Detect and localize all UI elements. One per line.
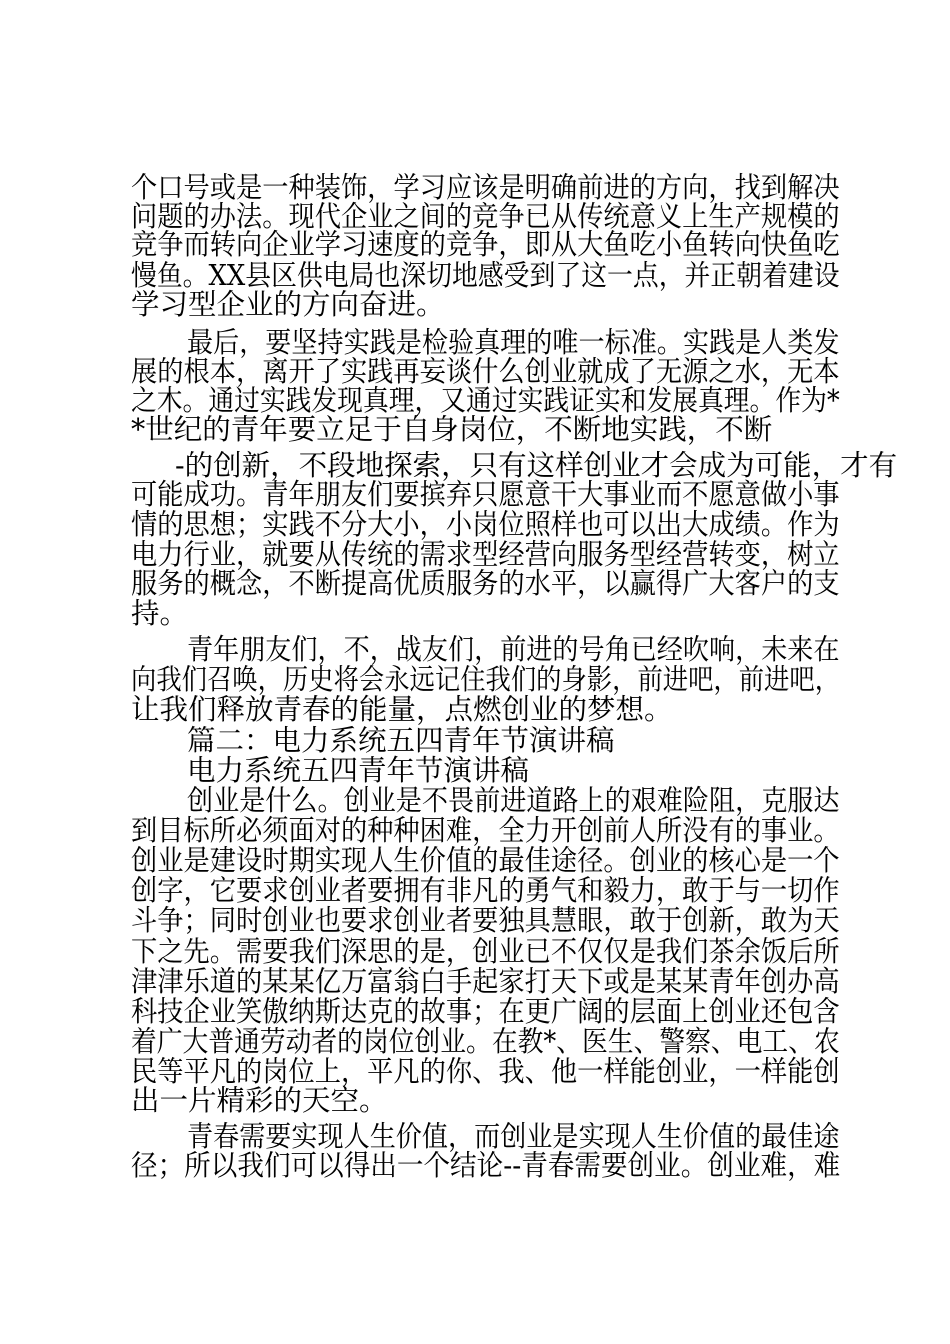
text-line: 向我们召唤，历史将会永远记住我们的身影，前进吧，前进吧，: [131, 663, 841, 696]
text-line: 青年朋友们，不，战友们，前进的号角已经吹响，未来在: [187, 633, 840, 666]
text-line: 斗争；同时创业也要求创业者要独具慧眼，敢于创新，敢为天: [131, 904, 840, 937]
text-line: 竞争而转向企业学习速度的竞争，即从大鱼吃小鱼转向快鱼吃: [131, 228, 840, 261]
text-line: 着广大普通劳动者的岗位创业。在教*、医生、警察、电工、农: [131, 1025, 840, 1058]
text-line: 科技企业笑傲纳斯达克的故事；在更广阔的层面上创业还包含: [131, 995, 840, 1028]
text-line: 情的思想；实践不分大小，小岗位照样也可以出大成绩。作为: [131, 508, 840, 541]
text-line: *世纪的青年要立足于自身岗位，不断地实践，不断: [131, 413, 773, 446]
section-heading: 篇二：电力系统五四青年节演讲稿: [187, 724, 615, 757]
speech-title: 电力系统五四青年节演讲稿: [187, 754, 530, 787]
text-line: 电力行业，就要从传统的需求型经营向服务型经营转变，树立: [131, 538, 840, 571]
text-line: 到目标所必须面对的种种困难，全力开创前人所没有的事业。: [131, 814, 840, 847]
text-line: 持。: [131, 597, 189, 630]
text-line: 创业是建设时期实现人生价值的最佳途径。创业的核心是一个: [131, 844, 840, 877]
text-line: 学习型企业的方向奋进。: [131, 288, 445, 321]
text-line: 津津乐道的某某亿万富翁白手起家打天下或是某某青年创办高: [131, 965, 840, 998]
text-line: 展的根本，离开了实践再妄谈什么创业就成了无源之水，无本: [131, 355, 840, 388]
text-line: 下之先。需要我们深思的是，创业已不仅仅是我们茶余饭后所: [131, 935, 840, 968]
text-line: 青春需要实现人生价值，而创业是实现人生价值的最佳途: [187, 1120, 840, 1153]
text-line: 最后，要坚持实践是检验真理的唯一标准。实践是人类发: [187, 326, 840, 359]
text-line: 慢鱼。XX县区供电局也深切地感受到了这一点，并正朝着建设: [131, 259, 840, 292]
text-line: 可能成功。青年朋友们要摈弃只愿意干大事业而不愿意做小事: [131, 478, 840, 511]
text-line: 个口号或是一种装饰，学习应该是明确前进的方向，找到解决: [131, 171, 840, 204]
text-line: 创业是什么。创业是不畏前进道路上的艰难险阻，克服达: [187, 784, 840, 817]
text-line: 让我们释放青春的能量，点燃创业的梦想。: [131, 693, 673, 726]
text-line: 径；所以我们可以得出一个结论--青春需要创业。创业难，难: [131, 1149, 841, 1182]
text-line: 民等平凡的岗位上，平凡的你、我、他一样能创业，一样能创: [131, 1055, 840, 1088]
text-line: 服务的概念，不断提高优质服务的水平，以赢得广大客户的支: [131, 567, 840, 600]
text-line: 出一片精彩的天空。: [131, 1084, 388, 1117]
text-line: 问题的办法。现代企业之间的竞争已从传统意义上生产规模的: [131, 200, 840, 233]
text-line: 创字，它要求创业者要拥有非凡的勇气和毅力，敢于与一切作: [131, 874, 840, 907]
text-line: 之木。通过实践发现真理，又通过实践证实和发展真理。作为*: [131, 384, 840, 417]
text-line: -的创新，不段地探索，只有这样创业才会成为可能，才有: [175, 449, 898, 482]
